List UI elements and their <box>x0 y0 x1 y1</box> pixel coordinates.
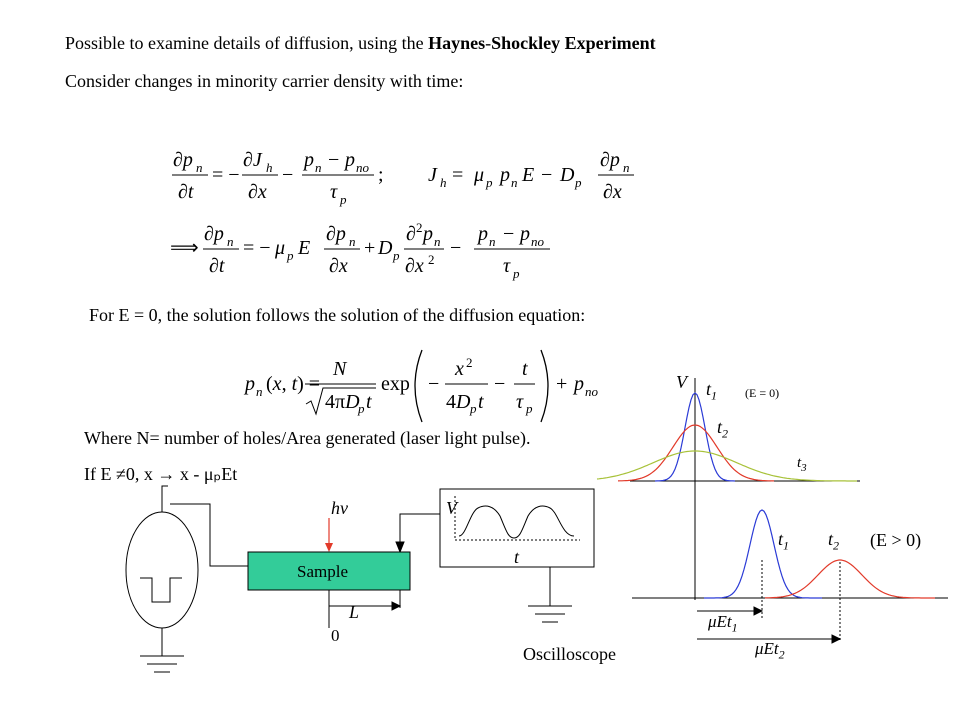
svg-text:p: p <box>340 192 347 207</box>
svg-text:n: n <box>349 234 356 249</box>
scope-t-label: t <box>514 547 520 567</box>
t1-letter: t <box>706 379 712 399</box>
svg-text:∂x: ∂x <box>603 181 622 203</box>
svg-text:h: h <box>266 160 273 175</box>
where-n-line: Where N= number of holes/Area generated (laser light pulse). <box>84 428 531 448</box>
consider-line: Consider changes in minority carrier density with time: <box>65 71 464 91</box>
svg-text:p: p <box>574 373 584 395</box>
oscilloscope-label: Oscilloscope <box>523 644 616 664</box>
t2-letter: t <box>717 417 723 437</box>
svg-text:t: t <box>366 391 372 413</box>
svg-text:τ: τ <box>330 181 338 203</box>
svg-text:n: n <box>623 160 630 175</box>
l-label: L <box>349 602 360 622</box>
dash: - <box>485 33 492 53</box>
e-zero-line: For E = 0, the solution follows the solution of the diffusion equation: <box>89 305 586 325</box>
svg-text:t: t <box>522 358 528 380</box>
top-t2-label <box>717 418 728 440</box>
svg-text:D: D <box>560 164 575 186</box>
svg-text:μ: μ <box>474 164 485 186</box>
haynes-label: Haynes <box>428 33 486 53</box>
svg-text:n: n <box>196 160 203 175</box>
svg-text:−: − <box>503 223 515 245</box>
mu-et2-label <box>755 640 785 660</box>
sample-label: Sample <box>297 562 348 581</box>
svg-text:∂p: ∂p <box>173 149 193 171</box>
svg-text:−: − <box>328 149 340 171</box>
mu-et2-text: μEt <box>755 639 779 658</box>
svg-text:n: n <box>227 234 234 249</box>
t3-letter: t <box>797 455 802 471</box>
svg-text:p: p <box>470 401 477 416</box>
svg-text:∂x: ∂x <box>405 255 424 277</box>
bottom-plot-axes <box>632 560 948 642</box>
svg-text:−: − <box>541 164 553 186</box>
svg-text:E: E <box>522 164 535 186</box>
svg-text:−: − <box>428 373 440 395</box>
svg-text:J: J <box>428 164 437 186</box>
svg-text:E: E <box>298 237 311 259</box>
curve-top-t2 <box>618 425 774 481</box>
hv-label: hν <box>331 498 348 518</box>
svg-text:∂t: ∂t <box>209 255 225 277</box>
svg-text:+: + <box>364 237 376 259</box>
svg-text:−: − <box>282 164 294 186</box>
svg-text:p: p <box>245 373 255 395</box>
svg-text:no: no <box>531 234 544 249</box>
svg-text:exp: exp <box>381 373 410 395</box>
svg-text:t: t <box>478 391 484 413</box>
svg-text:2: 2 <box>416 220 423 235</box>
top-cond-label: (E = 0) <box>745 386 780 400</box>
svg-text:∂J: ∂J <box>243 149 262 171</box>
svg-text:∂x: ∂x <box>329 255 348 277</box>
intro-text: Possible to examine details of diffusion, using the <box>65 33 429 53</box>
bottom-t2-label <box>828 530 839 552</box>
curve-top-t3 <box>597 451 857 481</box>
scope-v-label: V <box>446 498 457 518</box>
svg-text:= −: = − <box>212 164 240 186</box>
svg-text:2: 2 <box>428 252 435 267</box>
svg-text:p: p <box>526 401 533 416</box>
svg-text:p: p <box>345 149 355 171</box>
bottom-t1-letter: t <box>778 529 784 549</box>
top-v-label: V <box>676 372 687 392</box>
svg-text:2: 2 <box>466 355 473 370</box>
svg-text:+: + <box>556 373 568 395</box>
svg-text:p: p <box>478 223 488 245</box>
svg-text:=: = <box>452 164 464 186</box>
bottom-t2-letter: t <box>828 529 834 549</box>
svg-text:= −: = − <box>243 237 271 259</box>
svg-text:∂: ∂ <box>406 223 416 245</box>
svg-text:p: p <box>304 149 314 171</box>
zero-label: 0 <box>331 626 340 645</box>
mu-et2-sub: 2 <box>778 647 785 662</box>
svg-text:−: − <box>494 373 506 395</box>
if-e-line: If E ≠0, x → x - μₚEt <box>84 464 238 484</box>
svg-text:n: n <box>315 160 322 175</box>
svg-text:no: no <box>585 384 598 399</box>
mu-et1-label <box>708 613 738 633</box>
svg-text:x: x <box>455 358 464 380</box>
t3-sub: 3 <box>801 462 807 474</box>
svg-text:4D: 4D <box>446 391 471 413</box>
svg-text:(x, t) =: (x, t) = <box>266 373 321 395</box>
svg-text:n: n <box>489 234 496 249</box>
mu-et1-sub: 1 <box>731 620 738 635</box>
svg-text:p: p <box>513 266 520 281</box>
svg-text:∂x: ∂x <box>248 181 267 203</box>
svg-text:−: − <box>450 237 462 259</box>
top-t3-label <box>797 456 807 474</box>
svg-text:∂t: ∂t <box>178 181 194 203</box>
svg-text:N: N <box>333 358 347 380</box>
curve-bottom-t1 <box>704 510 822 598</box>
svg-text:∂p: ∂p <box>600 149 620 171</box>
svg-text:p: p <box>486 175 493 190</box>
svg-text:p: p <box>500 164 510 186</box>
svg-text:p: p <box>575 175 582 190</box>
mu-et1-text: μEt <box>708 612 732 631</box>
svg-text:p: p <box>393 248 400 263</box>
svg-text:τ: τ <box>503 255 511 277</box>
svg-text:τ: τ <box>516 391 524 413</box>
svg-text:4πD: 4πD <box>325 391 360 413</box>
svg-text:no: no <box>356 160 369 175</box>
svg-text:D: D <box>378 237 393 259</box>
svg-text:;: ; <box>378 164 384 186</box>
bottom-t1-sub: 1 <box>783 538 790 553</box>
t2-sub: 2 <box>722 426 729 441</box>
svg-text:μ: μ <box>275 237 286 259</box>
bottom-t2-sub: 2 <box>833 538 840 553</box>
svg-text:n: n <box>256 384 263 399</box>
svg-text:p: p <box>423 223 433 245</box>
svg-text:p: p <box>358 401 365 416</box>
shockley-label: Shockley Experiment <box>491 33 656 53</box>
top-t1-label <box>706 380 717 402</box>
svg-text:n: n <box>434 234 441 249</box>
bottom-t1-label <box>778 530 789 552</box>
bottom-cond-label: (E > 0) <box>870 530 922 550</box>
svg-text:n: n <box>511 175 518 190</box>
svg-text:⟹: ⟹ <box>170 237 199 259</box>
t1-sub: 1 <box>711 388 718 403</box>
svg-text:p: p <box>520 223 530 245</box>
svg-text:∂p: ∂p <box>326 223 346 245</box>
svg-text:p: p <box>287 248 294 263</box>
svg-text:∂p: ∂p <box>204 223 224 245</box>
svg-text:h: h <box>440 175 447 190</box>
